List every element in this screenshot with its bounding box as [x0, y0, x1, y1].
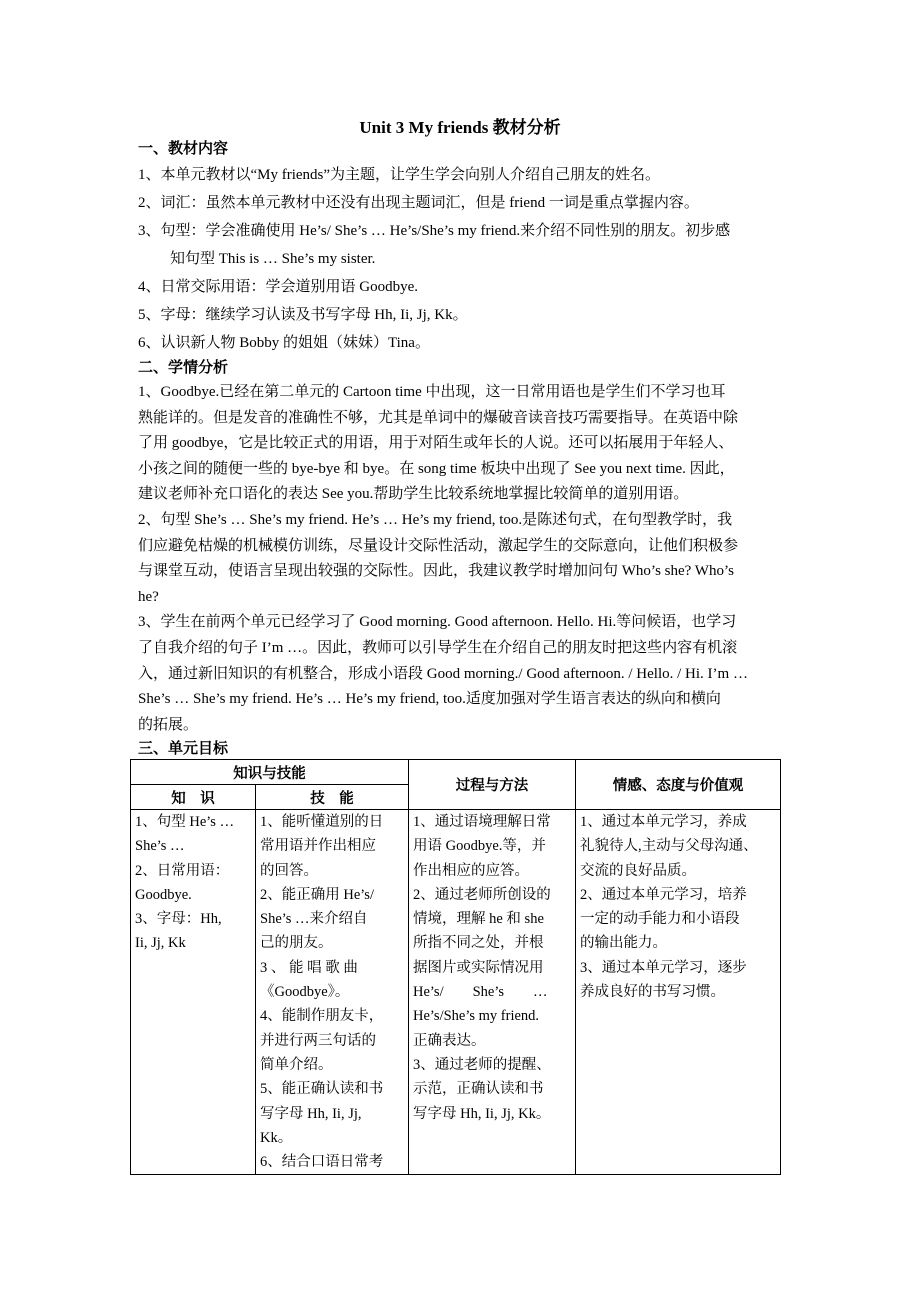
text-line: 2、通过本单元学习，培养 [580, 886, 747, 903]
text-line: 的输出能力。 [580, 935, 667, 952]
text-line: 入，通过新旧知识的有机整合，形成小语段 Good morning./ Good afternoon. / Hello. / Hi. I’m … [138, 665, 748, 682]
document-title: Unit 3 My friends 教材分析 [359, 118, 561, 137]
text-line: 的回答。 [260, 862, 318, 879]
header-process: 过程与方法 [409, 760, 576, 810]
text-line: 3、通过本单元学习，逐步 [580, 959, 747, 976]
text-line: 了用 goodbye，它是比较正式的用语，用于对陌生或年长的人说。还可以拓展用于年轻人、 [138, 435, 734, 452]
text-line: 5、字母：继续学习认读及书写字母 Hh, Ii, Jj, Kk。 [138, 307, 468, 323]
text-line: 3、字母：Hh, [135, 911, 222, 928]
header-attitude: 情感、态度与价值观 [576, 760, 781, 810]
text-line: 1、能听懂道别的日 [260, 814, 384, 830]
text-line: 1、句型 He’s … [135, 814, 235, 830]
text-line: 1、通过本单元学习，养成 [580, 814, 747, 830]
section-content-body [138, 161, 783, 357]
text-line: She’s … [135, 838, 185, 855]
text-line: 4、日常交际用语：学会道别用语 Goodbye. [138, 279, 418, 295]
text-line: She’s … She’s my friend. He’s … He’s my friend, too.适度加强对学生语言表达的纵向和横向 [138, 691, 721, 708]
text-line: 熟能详的。但是发音的准确性不够，尤其是单词中的爆破音读音技巧需要指导。在英语中除 [138, 409, 739, 426]
text-line: 2、能正确用 He’s/ [260, 886, 374, 903]
text-line: 了自我介绍的句子 I’m …。因此，教师可以引导学生在介绍自己的朋友时把这些内容有机滚 [138, 639, 738, 656]
text-line: 作出相应的应答。 [413, 862, 529, 879]
text-line: He’s/ She’s … [413, 984, 548, 1001]
text-line: 情境，理解 he 和 she [413, 911, 544, 928]
section-heading-goals: 三、单元目标 [138, 741, 229, 757]
text-line: 礼貌待人,主动与父母沟通、 [580, 838, 758, 855]
text-line: 5、能正确认读和书 [260, 1081, 384, 1098]
unit-goals-table [130, 759, 781, 1175]
text-line: 2、句型 She’s … She’s my friend. He’s … He’s my friend, too.是陈述句式，在句型教学时，我 [138, 511, 733, 528]
header-skills: 技 能 [256, 785, 409, 810]
text-line: 3、句型：学会准确使用 He’s/ She’s … He’s/She’s my friend.来介绍不同性别的朋友。初步感 [138, 223, 731, 239]
text-line: 建议老师补充口语化的表达 See you.帮助学生比较系统地掌握比较简单的道别用语。 [138, 486, 689, 503]
text-line: 交流的良好品质。 [580, 862, 696, 879]
cell-knowledge [131, 810, 256, 1175]
text-line: Ii, Jj, Kk [135, 935, 186, 952]
cell-skills [256, 810, 409, 1175]
text-line: 2、通过老师所创设的 [413, 886, 551, 903]
text-line: She’s …来介绍自 [260, 911, 368, 928]
text-line: 的拓展。 [138, 716, 199, 733]
text-line: 知句型 This is … She’s my sister. [170, 251, 376, 267]
text-line: 所指不同之处，并根 [413, 935, 544, 952]
cell-process [409, 810, 576, 1175]
text-line: Goodbye. [135, 886, 192, 903]
text-line: 们应避免枯燥的机械模仿训练，尽量设计交际性活动，激起学生的交际意向，让他们积极参 [138, 537, 739, 554]
text-line: 6、结合口语日常考 [260, 1154, 384, 1171]
text-line: 3、学生在前两个单元已经学习了 Good morning. Good afternoon. Hello. Hi.等问候语，也学习 [138, 614, 737, 631]
header-knowledge: 知 识 [131, 785, 256, 810]
text-line: he? [138, 588, 159, 605]
text-line: 正确表达。 [413, 1032, 486, 1049]
section-heading-analysis: 二、学情分析 [138, 360, 229, 376]
text-line: 一定的动手能力和小语段 [580, 911, 740, 928]
text-line: 2、日常用语： [135, 862, 230, 879]
text-line: 并进行两三句话的 [260, 1032, 376, 1049]
text-line: 3 、 能 唱 歌 曲 [260, 959, 358, 976]
text-line: 写字母 Hh, Ii, Jj, Kk。 [413, 1105, 551, 1122]
text-line: 2、词汇：虽然本单元教材中还没有出现主题词汇，但是 friend 一词是重点掌握内容。 [138, 195, 699, 211]
header-knowledge-skills: 知识与技能 [131, 760, 409, 785]
text-line: 1、通过语境理解日常 [413, 814, 551, 830]
section-heading-content: 一、教材内容 [138, 141, 229, 157]
text-line: 小孩之间的随便一些的 bye-bye 和 bye。在 song time 板块中出现了 See you next time. 因此， [138, 460, 735, 477]
text-line: 4、能制作朋友卡， [260, 1008, 384, 1025]
cell-attitude [576, 810, 781, 1175]
text-line: 养成良好的书写习惯。 [580, 984, 725, 1001]
text-line: 1、本单元教材以“My friends”为主题，让学生学会向别人介绍自己朋友的姓名。 [138, 167, 661, 183]
section-analysis-body [138, 380, 783, 738]
text-line: 用语 Goodbye.等，并 [413, 838, 546, 855]
text-line: 3、通过老师的提醒、 [413, 1056, 551, 1073]
text-line: 写字母 Hh, Ii, Jj, [260, 1105, 362, 1122]
text-line: 简单介绍。 [260, 1056, 333, 1073]
text-line: 常用语并作出相应 [260, 838, 376, 855]
text-line: 己的朋友。 [260, 935, 333, 952]
text-line: He’s/She’s my friend. [413, 1008, 540, 1025]
text-line: 示范，正确认读和书 [413, 1081, 544, 1098]
text-line: 6、认识新人物 Bobby 的姐姐（妹妹）Tina。 [138, 335, 430, 351]
text-line: 与课堂互动，使语言呈现出较强的交际性。因此，我建议教学时增加问句 Who’s she? Who’s [138, 563, 734, 580]
text-line: 1、Goodbye.已经在第二单元的 Cartoon time 中出现，这一日常用语也是学生们不学习也耳 [138, 384, 726, 400]
text-line: Kk。 [260, 1129, 293, 1146]
text-line: 据图片或实际情况用 [413, 959, 544, 976]
text-line: 《Goodbye》。 [260, 984, 350, 1001]
